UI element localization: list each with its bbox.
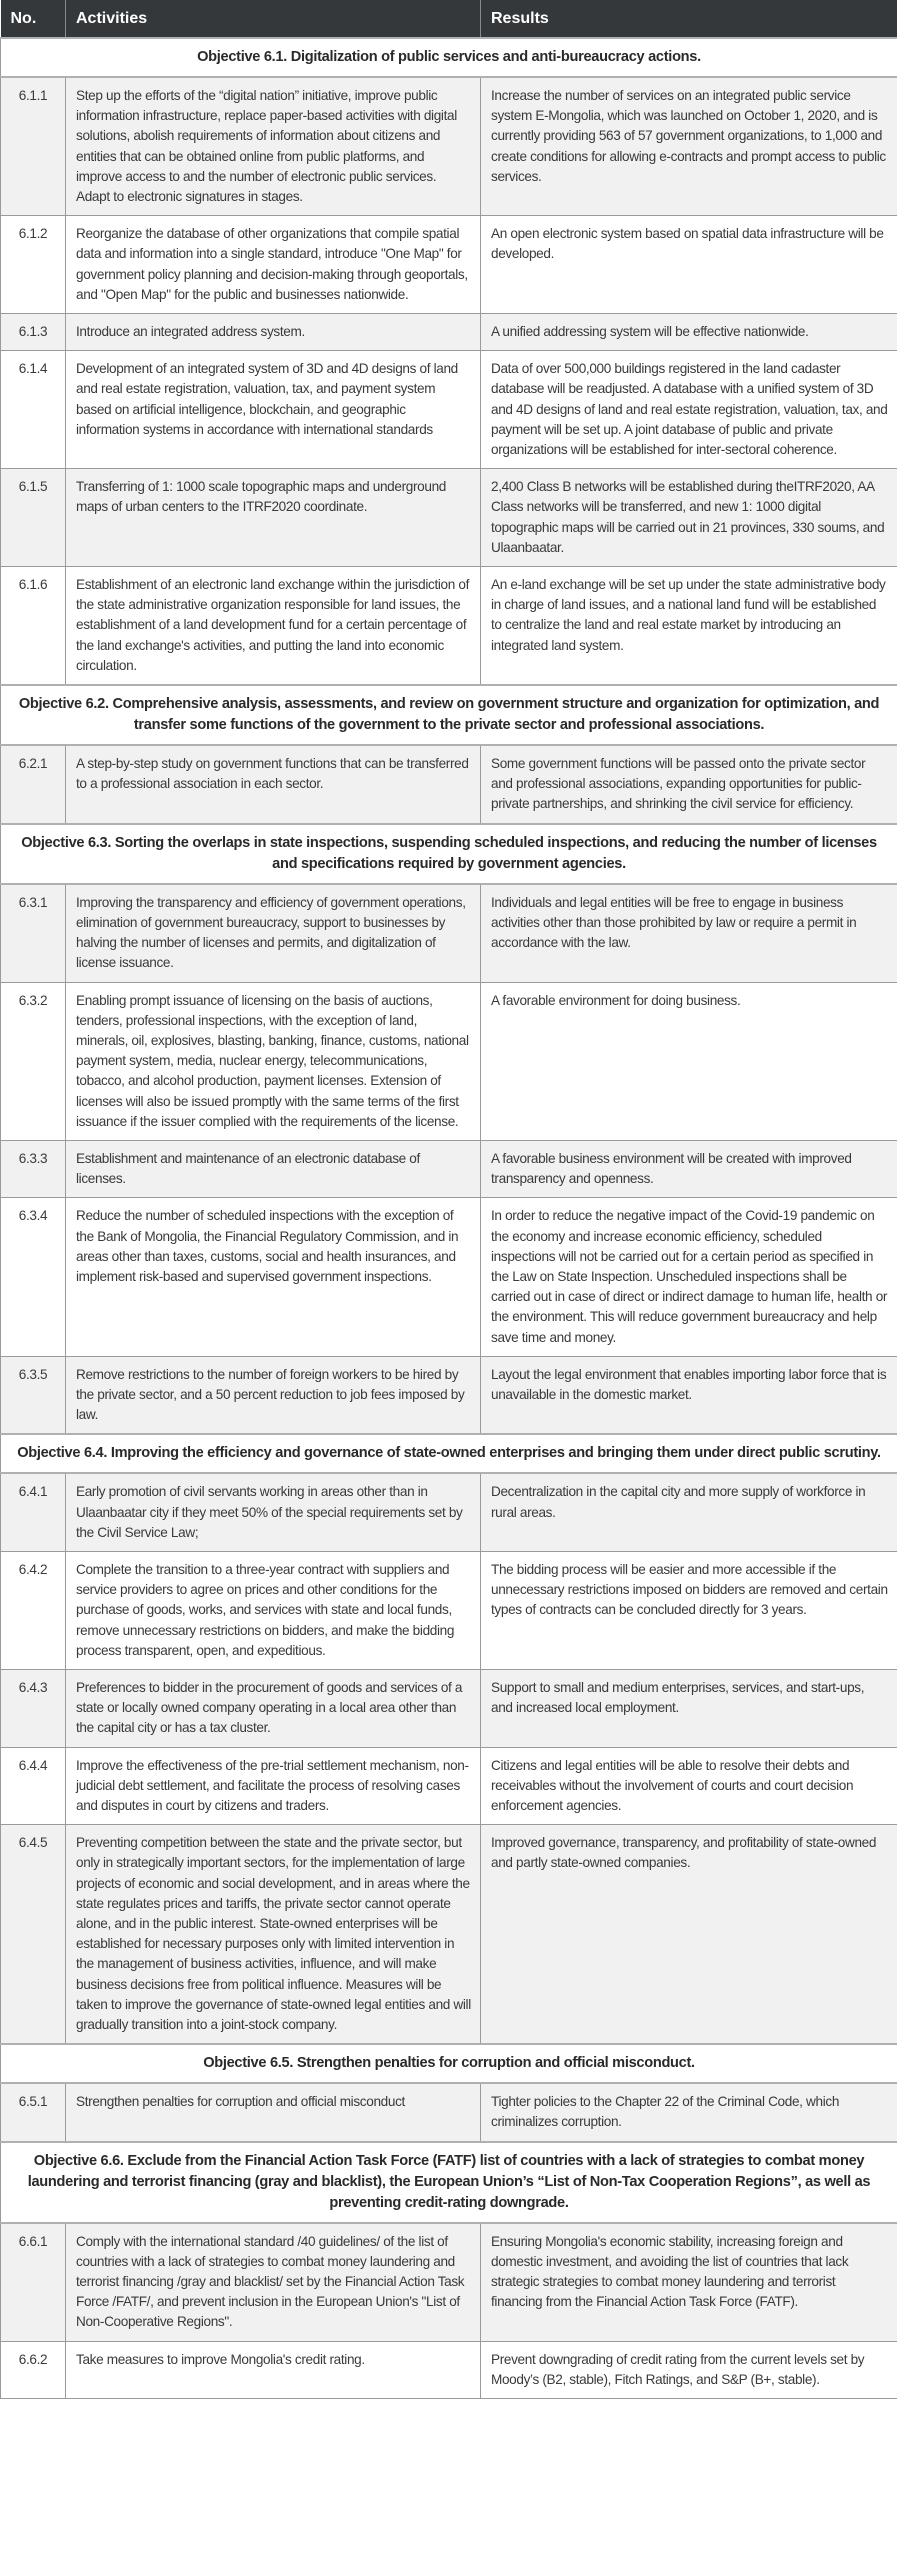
- table-row: [1, 1198, 897, 1356]
- objective-heading-6-1: [1, 38, 897, 77]
- row-number: 6.2.1: [1, 745, 66, 824]
- row-activity: Preferences to bidder in the procurement of goods and services of a state or locally owned company operating in a local area other than the capital city or has a tax cluster.: [66, 1669, 481, 1747]
- header-no: No.: [1, 0, 66, 38]
- row-result: A favorable business environment will be created with improved transparency and openness.: [481, 1140, 897, 1197]
- row-activity: Strengthen penalties for corruption and official misconduct: [66, 2083, 481, 2141]
- table-row: [1, 1825, 897, 2045]
- row-number: 6.1.5: [1, 469, 66, 567]
- row-number: 6.6.2: [1, 2341, 66, 2398]
- header-activities: Activities: [66, 0, 481, 38]
- table-row: [1, 1551, 897, 1669]
- table-row: [1, 1669, 897, 1747]
- objective-heading-6-5: [1, 2044, 897, 2083]
- row-activity: Early promotion of civil servants working in areas other than in Ulaanbaatar city if they meet 50% of the special requirements set by the Civil Service Law;: [66, 1473, 481, 1551]
- row-result: Decentralization in the capital city and more supply of workforce in rural areas.: [481, 1473, 897, 1551]
- row-activity: Improving the transparency and efficiency of government operations, elimination of government bureaucracy, support to businesses by halving the number of licenses and permits, and digitalization of license issuance.: [66, 884, 481, 982]
- table-row: [1, 77, 897, 216]
- row-number: 6.4.3: [1, 1669, 66, 1747]
- row-number: 6.4.1: [1, 1473, 66, 1551]
- row-activity: Establishment and maintenance of an electronic database of licenses.: [66, 1140, 481, 1197]
- objective-title: Objective 6.4. Improving the efficiency and governance of state-owned enterprises and bringing them under direct public scrutiny.: [1, 1434, 897, 1473]
- row-result: Ensuring Mongolia's economic stability, increasing foreign and domestic investment, and avoiding the list of countries that lack strategic strategies to combat money laundering and terrorist financing from the Financial Action Task Force (FATF).: [481, 2223, 897, 2342]
- row-result: An open electronic system based on spatial data infrastructure will be developed.: [481, 216, 897, 314]
- table-row: [1, 1747, 897, 1825]
- objective-title: Objective 6.1. Digitalization of public services and anti-bureaucracy actions.: [1, 38, 897, 77]
- objective-title: Objective 6.2. Comprehensive analysis, assessments, and review on government structure and organization for optimization, and transfer some functions of the government to the private sector and professional associations.: [1, 685, 897, 745]
- objective-title: Objective 6.3. Sorting the overlaps in state inspections, suspending scheduled inspections, and reducing the number of licenses and specifications required by government agencies.: [1, 824, 897, 884]
- table-row: [1, 2223, 897, 2342]
- row-activity: Remove restrictions to the number of foreign workers to be hired by the private sector, and a 50 percent reduction to job fees imposed by law.: [66, 1356, 481, 1434]
- row-activity: Reorganize the database of other organizations that compile spatial data and information into a single standard, introduce "One Map" for government policy planning and decision-making through geoportals, and "Open Map" for the public and businesses nationwide.: [66, 216, 481, 314]
- row-number: 6.1.2: [1, 216, 66, 314]
- objective-heading-6-6: [1, 2142, 897, 2223]
- row-activity: Comply with the international standard /40 guidelines/ of the list of countries with a lack of strategies to combat money laundering and terrorist financing /gray and blacklist/ set by the Financial Action Task Force /FATF/, and prevent inclusion in the European Union's "List of Non-Cooperative Regions".: [66, 2223, 481, 2342]
- objective-heading-6-3: [1, 824, 897, 884]
- objective-heading-6-4: [1, 1434, 897, 1473]
- row-result: A favorable environment for doing business.: [481, 982, 897, 1140]
- row-number: 6.3.3: [1, 1140, 66, 1197]
- row-activity: Complete the transition to a three-year contract with suppliers and service providers to agree on prices and other conditions for the purchase of goods, works, and services with state and local funds, remove unnecessary restrictions on bidders, and make the bidding process transparent, open, and expeditious.: [66, 1551, 481, 1669]
- row-result: A unified addressing system will be effective nationwide.: [481, 314, 897, 351]
- row-number: 6.4.2: [1, 1551, 66, 1669]
- row-result: Prevent downgrading of credit rating from the current levels set by Moody’s (B2, stable), Fitch Ratings, and S&P (B+, stable).: [481, 2341, 897, 2398]
- table-row: [1, 314, 897, 351]
- row-result: The bidding process will be easier and more accessible if the unnecessary restrictions imposed on bidders are removed and certain types of contracts can be concluded directly for 3 years.: [481, 1551, 897, 1669]
- row-activity: Introduce an integrated address system.: [66, 314, 481, 351]
- table-row: [1, 982, 897, 1140]
- row-result: Improved governance, transparency, and profitability of state-owned and partly state-owned companies.: [481, 1825, 897, 2045]
- row-result: In order to reduce the negative impact of the Covid-19 pandemic on the economy and increase economic efficiency, scheduled inspections will not be carried out for a certain period as specified in the Law on State Inspection. Unscheduled inspections shall be carried out in case of direct or indirect damage to human life, health or the environment. This will reduce government bureaucracy and help save time and money.: [481, 1198, 897, 1356]
- table-body: [1, 38, 897, 2399]
- table-row: [1, 1473, 897, 1551]
- objective-heading-6-2: [1, 685, 897, 745]
- table-row: [1, 351, 897, 469]
- row-number: 6.6.1: [1, 2223, 66, 2342]
- table-row: [1, 1356, 897, 1434]
- table-row: [1, 469, 897, 567]
- row-activity: Improve the effectiveness of the pre-trial settlement mechanism, non-judicial debt settlement, and facilitate the process of resolving cases and disputes in court by citizens and traders.: [66, 1747, 481, 1825]
- row-activity: A step-by-step study on government functions that can be transferred to a professional association in each sector.: [66, 745, 481, 824]
- table-row: [1, 745, 897, 824]
- row-number: 6.3.5: [1, 1356, 66, 1434]
- table-header-row: [1, 0, 897, 38]
- row-activity: Development of an integrated system of 3D and 4D designs of land and real estate registration, valuation, tax, and payment system based on artificial intelligence, blockchain, and geographic information systems in accordance with international standards: [66, 351, 481, 469]
- row-result: 2,400 Class B networks will be established during theITRF2020, AA Class networks will be transferred, and new 1: 1000 digital topographic maps will be carried out in 21 provinces, 330 soums, and Ulaanbaatar.: [481, 469, 897, 567]
- objective-title: Objective 6.6. Exclude from the Financial Action Task Force (FATF) list of countries with a lack of strategies to combat money laundering and terrorist financing (gray and blacklist), the European Union’s “List of Non-Tax Cooperation Regions”, as well as preventing credit-rating downgrade.: [1, 2142, 897, 2223]
- row-activity: Step up the efforts of the “digital nation” initiative, improve public information infrastructure, replace paper-based activities with digital solutions, abolish requirements of information about citizens and entities that can be obtained online from public platforms, and improve access to and the number of electronic public services. Adapt to electronic signatures in stages.: [66, 77, 481, 216]
- row-activity: Take measures to improve Mongolia's credit rating.: [66, 2341, 481, 2398]
- row-result: Citizens and legal entities will be able to resolve their debts and receivables without the involvement of courts and court decision enforcement agencies.: [481, 1747, 897, 1825]
- row-result: Data of over 500,000 buildings registered in the land cadaster database will be readjusted. A database with a unified system of 3D and 4D designs of land and real estate registration, valuation, tax, and payment will be set up. A joint database of public and private organizations will be established for inter-sectoral coherence.: [481, 351, 897, 469]
- row-result: An e-land exchange will be set up under the state administrative body in charge of land issues, and a national land fund will be established to centralize the land and real estate market by introducing an integrated land system.: [481, 567, 897, 686]
- row-number: 6.3.2: [1, 982, 66, 1140]
- row-result: Increase the number of services on an integrated public service system E-Mongolia, which was launched on October 1, 2020, and is currently providing 563 of 57 government organizations, to 1,000 and create conditions for allowing e-contracts and prompt access to public services.: [481, 77, 897, 216]
- row-result: Layout the legal environment that enables importing labor force that is unavailable in the domestic market.: [481, 1356, 897, 1434]
- row-result: Support to small and medium enterprises, services, and start-ups, and increased local employment.: [481, 1669, 897, 1747]
- row-number: 6.1.4: [1, 351, 66, 469]
- row-activity: Reduce the number of scheduled inspections with the exception of the Bank of Mongolia, the Financial Regulatory Commission, and in areas other than taxes, customs, social and health insurances, and implement risk-based and supervised government inspections.: [66, 1198, 481, 1356]
- table-row: [1, 2341, 897, 2398]
- row-result: Tighter policies to the Chapter 22 of the Criminal Code, which criminalizes corruption.: [481, 2083, 897, 2141]
- row-number: 6.4.4: [1, 1747, 66, 1825]
- table-row: [1, 567, 897, 686]
- row-result: Some government functions will be passed onto the private sector and professional associations, expanding opportunities for public-private partnerships, and shrinking the civil service for efficiency.: [481, 745, 897, 824]
- row-result: Individuals and legal entities will be free to engage in business activities other than those prohibited by law or require a permit in accordance with the law.: [481, 884, 897, 982]
- table-row: [1, 884, 897, 982]
- row-number: 6.4.5: [1, 1825, 66, 2045]
- table-row: [1, 1140, 897, 1197]
- row-activity: Transferring of 1: 1000 scale topographic maps and underground maps of urban centers to the ITRF2020 coordinate.: [66, 469, 481, 567]
- row-number: 6.3.4: [1, 1198, 66, 1356]
- header-results: Results: [481, 0, 897, 38]
- row-activity: Preventing competition between the state and the private sector, but only in strategically important sectors, for the implementation of large projects of economic and social development, and in areas where the state regulates prices and tariffs, the private sector cannot operate alone, and in the public interest. State-owned enterprises will be established for necessary purposes only with limited intervention in the management of business activities, influence, and will make business decisions free from political influence. Measures will be taken to improve the governance of state-owned legal entities and will gradually transition into a joint-stock company.: [66, 1825, 481, 2045]
- table-row: [1, 2083, 897, 2141]
- objective-title: Objective 6.5. Strengthen penalties for corruption and official misconduct.: [1, 2044, 897, 2083]
- row-activity: Enabling prompt issuance of licensing on the basis of auctions, tenders, professional inspections, with the exception of land, minerals, oil, explosives, blasting, banking, finance, customs, national payment system, media, nuclear energy, telecommunications, tobacco, and alcohol production, payment licenses. Extension of licenses will also be issued promptly with the same terms of the first issuance if the issuer complied with the requirements of the license.: [66, 982, 481, 1140]
- row-activity: Establishment of an electronic land exchange within the jurisdiction of the state administrative organization responsible for land issues, the establishment of a land development fund for a certain percentage of the land exchange's activities, and putting the land into economic circulation.: [66, 567, 481, 686]
- row-number: 6.1.3: [1, 314, 66, 351]
- row-number: 6.5.1: [1, 2083, 66, 2141]
- row-number: 6.3.1: [1, 884, 66, 982]
- row-number: 6.1.6: [1, 567, 66, 686]
- table-row: [1, 216, 897, 314]
- row-number: 6.1.1: [1, 77, 66, 216]
